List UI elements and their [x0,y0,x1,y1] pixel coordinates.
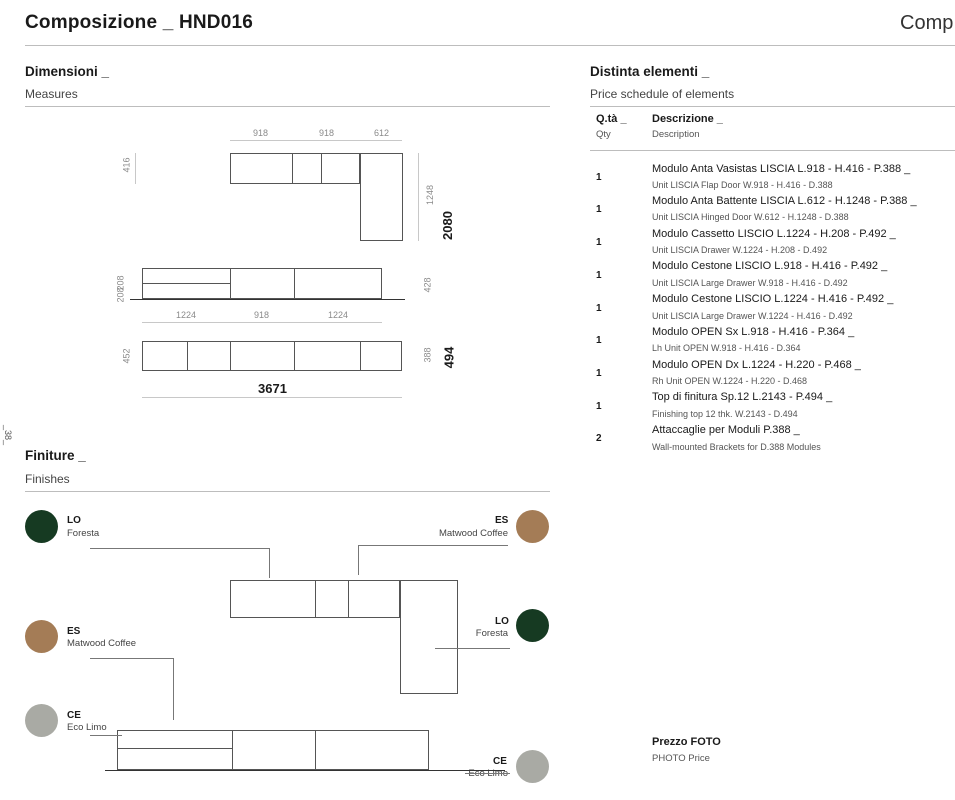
schedule-header-divider [590,150,955,151]
row-qty: 1 [596,237,602,248]
row-desc-en: Unit LISCIA Large Drawer W.1224 - H.416 - D.492 [652,311,853,321]
row-desc: Attaccaglie per Moduli P.388 _ [652,424,800,436]
finish-code: LO [67,515,81,526]
upper-cabinet-divider [292,153,293,184]
row-desc: Modulo Cassetto LISCIO L.1224 - H.208 - P.492 _ [652,228,896,240]
plan-divider [294,341,295,371]
row-qty: 1 [596,172,602,183]
swatch-matwood-1 [516,510,549,543]
dim-base-width-1: 1224 [176,310,197,320]
dim-total-depth: 494 [441,346,457,369]
next-page-title-fragment: Comp [900,12,954,34]
finish-name: Matwood Coffee [438,528,508,539]
swatch-foresta-1 [25,510,58,543]
floor-line [130,299,405,300]
row-desc-en: Unit LISCIA Large Drawer W.918 - H.416 - D.492 [652,278,848,288]
row-desc-en: Unit LISCIA Hinged Door W.612 - H.1248 - D.388 [652,212,849,222]
base-divider [294,268,295,299]
finish-divider [315,730,316,770]
finish-code: CE [493,756,507,767]
upper-cabinet-divider [321,153,322,184]
upper-cabinet [230,153,360,184]
dim-top-width-1: 918 [253,128,269,138]
schedule-subtitle: Price schedule of elements [590,87,735,101]
leader-line [435,648,510,649]
dim-line-total [142,397,402,398]
dim-plan-right-depth: 388 [422,347,433,363]
leader-line [465,773,510,774]
row-desc: Modulo Anta Vasistas LISCIA L.918 - H.416 - P.388 _ [652,163,911,175]
row-desc: Modulo OPEN Dx L.1224 - H.220 - P.468 _ [652,359,861,371]
row-desc-en: Lh Unit OPEN W.918 - H.416 - D.364 [652,343,801,353]
row-qty: 1 [596,335,602,346]
finishes-subtitle: Finishes [25,472,70,486]
plan-view [142,341,402,371]
plan-divider [360,341,361,371]
finish-name: Eco Limo [67,722,107,733]
swatch-matwood-2 [25,620,58,653]
swatch-foresta-2 [516,609,549,642]
qty-header-en: Qty [596,129,611,140]
row-qty: 1 [596,303,602,314]
page-title: Composizione _ HND016 [25,12,254,33]
row-qty: 2 [596,433,602,444]
plan-divider [187,341,188,371]
row-desc-en: Wall-mounted Brackets for D.388 Modules [652,442,821,452]
row-qty: 1 [596,270,602,281]
finish-code: ES [67,626,81,637]
dim-line-top [230,140,402,141]
leader-line [90,735,122,736]
header-divider [25,45,955,46]
page-number: _38_ [3,424,14,446]
row-qty: 1 [596,401,602,412]
dim-total-height: 2080 [439,211,455,240]
finish-code: LO [495,616,509,627]
finish-name: Foresta [475,628,508,639]
row-desc: Modulo OPEN Sx L.918 - H.416 - P.364 _ [652,326,855,338]
finish-name: Matwood Coffee [67,638,137,649]
row-desc-en: Finishing top 12 thk. W.2143 - D.494 [652,409,798,419]
dim-base-height-2: 208 [115,287,126,303]
dim-plan-left-depth: 452 [121,348,132,364]
dim-base-width-2: 918 [254,310,270,320]
finishes-title: Finiture _ [25,448,86,463]
swatch-eco-limo-1 [25,704,58,737]
schedule-title: Distinta elementi _ [590,64,710,79]
row-qty: 1 [596,368,602,379]
qty-header: Q.tà _ [596,113,627,125]
dim-top-width-2: 918 [319,128,335,138]
finish-base-cabinets [117,730,429,770]
dim-line-right [418,153,419,241]
row-desc: Modulo Anta Battente LISCIA L.612 - H.1248 - P.388 _ [652,195,917,207]
desc-header-en: Description [652,129,700,140]
dim-upper-height: 416 [121,157,132,173]
dim-top-width-3: 612 [374,128,390,138]
base-divider [230,268,231,299]
dim-base-width-3: 1224 [328,310,349,320]
finish-code: CE [67,710,81,721]
dimensions-title: Dimensioni _ [25,64,110,79]
finish-tall-cabinet [400,580,458,694]
price-label: Prezzo FOTO [652,736,721,748]
row-qty: 1 [596,204,602,215]
price-label-en: PHOTO Price [652,753,710,764]
dim-line-left [135,153,136,184]
schedule-divider [590,106,955,107]
dimensions-divider [25,106,550,107]
row-desc-en: Unit LISCIA Flap Door W.918 - H.416 - D.388 [652,180,833,190]
finish-divider [348,580,349,618]
finish-divider [315,580,316,618]
row-desc: Top di finitura Sp.12 L.2143 - P.494 _ [652,391,833,403]
swatch-eco-limo-2 [516,750,549,783]
row-desc: Modulo Cestone LISCIO L.1224 - H.416 - P.492 _ [652,293,894,305]
row-desc-en: Rh Unit OPEN W.1224 - H.220 - D.468 [652,376,808,386]
finish-floor-line [105,770,505,771]
dim-tall-height: 1248 [425,184,436,206]
drawer-divider [142,283,230,284]
tall-cabinet [360,153,403,241]
row-desc-en: Unit LISCIA Drawer W.1224 - H.208 - D.492 [652,245,828,255]
desc-header: Descrizione _ [652,113,723,125]
dim-base-height-1: 208 [115,275,126,291]
finishes-divider [25,491,550,492]
leader-line [358,545,508,575]
dim-total-width: 3671 [258,381,287,396]
finish-drawer-divider [117,748,232,749]
dim-line-base [142,322,382,323]
dimensions-subtitle: Measures [25,87,78,101]
dim-base-right-height: 428 [422,277,433,293]
finish-divider [232,730,233,770]
finish-name: Foresta [67,528,100,539]
finish-code: ES [495,515,509,526]
row-desc: Modulo Cestone LISCIO L.918 - H.416 - P.492 _ [652,260,888,272]
leader-line [90,548,270,578]
plan-divider [230,341,231,371]
leader-line [90,658,174,720]
